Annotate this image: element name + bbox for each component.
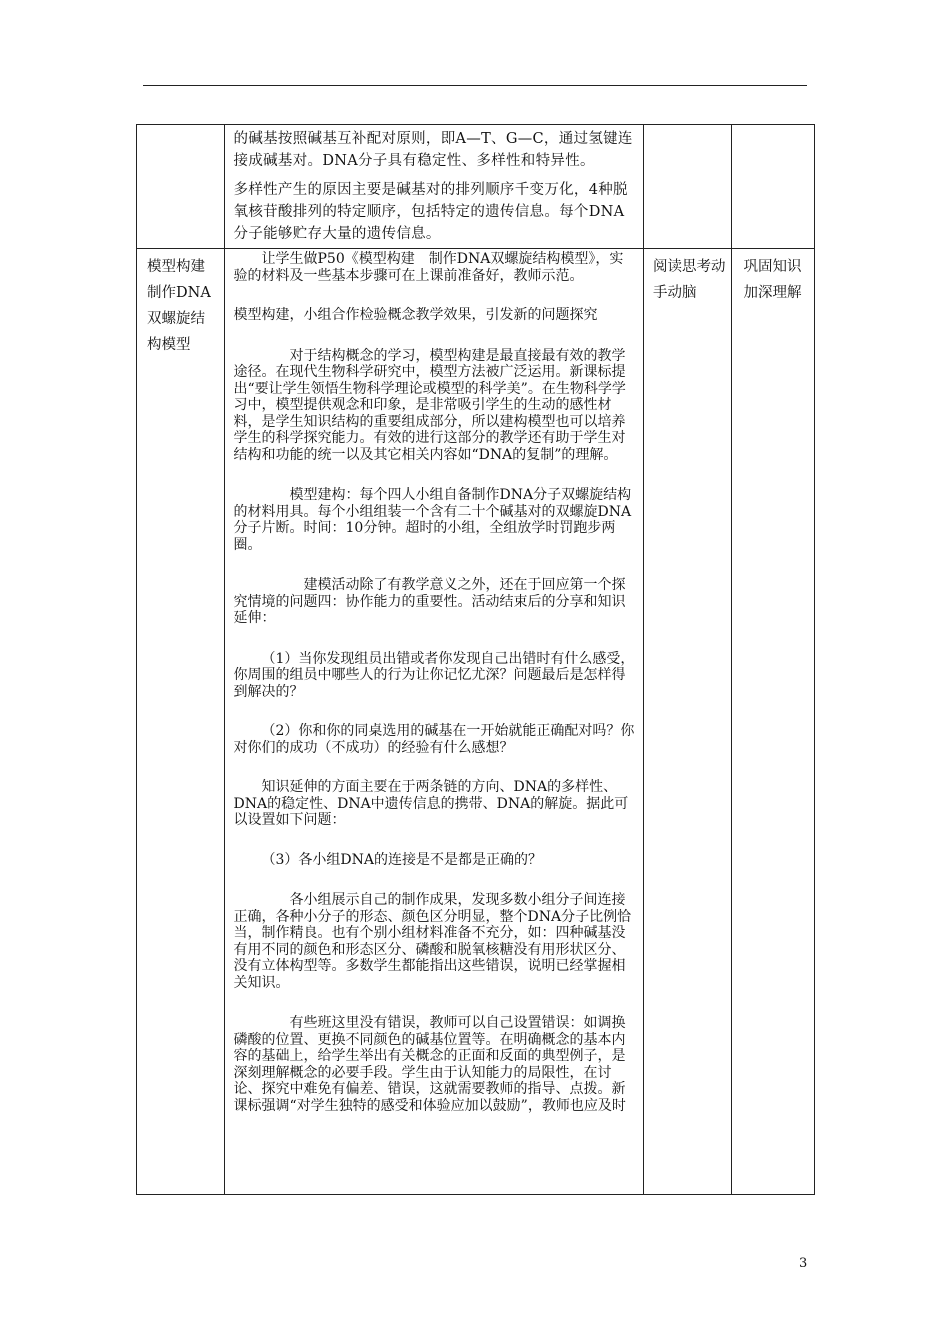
content-paragraph: 各小组展示自己的制作成果，发现多数小组分子间连接正确，各种小分子的形态、颜色区分明显，整个DNA分子比例恰当，制作精良。也有个别小组材料准备不充分，如：四种碱基没有用不同的颜色和形态区分、磷酸和脱氧核糖没有用形状区分、没有立体构型等。多数学生都能指出这些错误，说明已经掌握相关知识。 (233, 892, 632, 991)
content-cell (224, 125, 643, 249)
content-paragraph: （3）各小组DNA的连接是不是都是正确的？ (261, 851, 543, 868)
content-paragraph: 让学生做P50《模型构建 制作DNA双螺旋结构模型》，实验的材料及一些基本步骤可在上课前准备好，教师示范。 (233, 251, 624, 284)
activity-cell (643, 249, 731, 1195)
design-intent: 巩固知识加深理解 (743, 259, 802, 301)
page-number: 3 (799, 1256, 808, 1271)
content-paragraph: （2）你和你的同桌选用的碱基在一开始就能正确配对吗？你对你们的成功（不成功）的经验有什么感想？ (233, 723, 635, 756)
lesson-table (136, 124, 815, 1195)
header-rule (143, 85, 807, 86)
activity-cell-empty (643, 125, 731, 249)
content-paragraph: 建模活动除了有教学意义之外，还在于回应第一个探究情境的问题四：协作能力的重要性。活动结束后的分享和知识延伸： (233, 577, 626, 626)
stage-label: 模型构建制作DNA双螺旋结构模型 (147, 259, 211, 353)
student-activity: 阅读思考动手动脑 (652, 259, 726, 301)
intent-cell (731, 249, 815, 1195)
intent-cell-empty (731, 125, 815, 249)
content-paragraph: 的碱基按照碱基互补配对原则，即A—T、G—C，通过氢键连接成碱基对。DNA分子具有稳定性、多样性和特异性。 (233, 131, 633, 169)
content-cell (224, 249, 643, 1195)
content-paragraph: 对于结构概念的学习，模型构建是最直接最有效的教学途径。在现代生物科学研究中，模型方法被广泛运用。新课标提出“要让学生领悟生物科学理论或模型的科学美”。在生物科学学习中，模型提供观念和印象，是非常吸引学生的生动的感性材料，是学生知识结构的重要组成部分，所以建构模型也可以培养学生的科学探究能力。有效的进行这部分的教学还有助于学生对结构和功能的统一以及其它相关内容如“DNA的复制”的理解。 (233, 347, 626, 463)
content-paragraph: 多样性产生的原因主要是碱基对的排列顺序千变万化，4种脱氧核苷酸排列的特定顺序，包括特定的遗传信息。每个DNA分子能够贮存大量的遗传信息。 (233, 182, 628, 242)
table-row (137, 125, 815, 249)
stage-cell (137, 249, 225, 1195)
stage-cell-empty (137, 125, 225, 249)
table-row (137, 249, 815, 1195)
content-paragraph: 模型构建，小组合作检验概念教学效果，引发新的问题探究 (233, 307, 598, 323)
content-paragraph: （1）当你发现组员出错或者你发现自己出错时有什么感受，你周围的组员中哪些人的行为让你记忆尤深？问题最后是怎样得到解决的？ (233, 650, 635, 700)
content-paragraph: 有些班这里没有错误，教师可以自己设置错误：如调换磷酸的位置、更换不同颜色的碱基位置等。在明确概念的基本内容的基础上，给学生举出有关概念的正面和反面的典型例子，是深刻理解概念的必要手段。学生由于认知能力的局限性，在讨论、探究中难免有偏差、错误，这就需要教师的指导、点拨。新课标强调“对学生独特的感受和体验应加以鼓励”，教师也应及时 (233, 1015, 626, 1114)
content-paragraph: 模型建构：每个四人小组自备制作DNA分子双螺旋结构的材料用具。每个小组组装一个含有二十个碱基对的双螺旋DNA分子片断。时间：10分钟。超时的小组，全组放学时罚跑步两圈。 (233, 487, 632, 553)
content-paragraph: 知识延伸的方面主要在于两条链的方向、DNA的多样性、DNA的稳定性、DNA中遗传信息的携带、DNA的解旋。据此可以设置如下问题： (233, 779, 629, 828)
